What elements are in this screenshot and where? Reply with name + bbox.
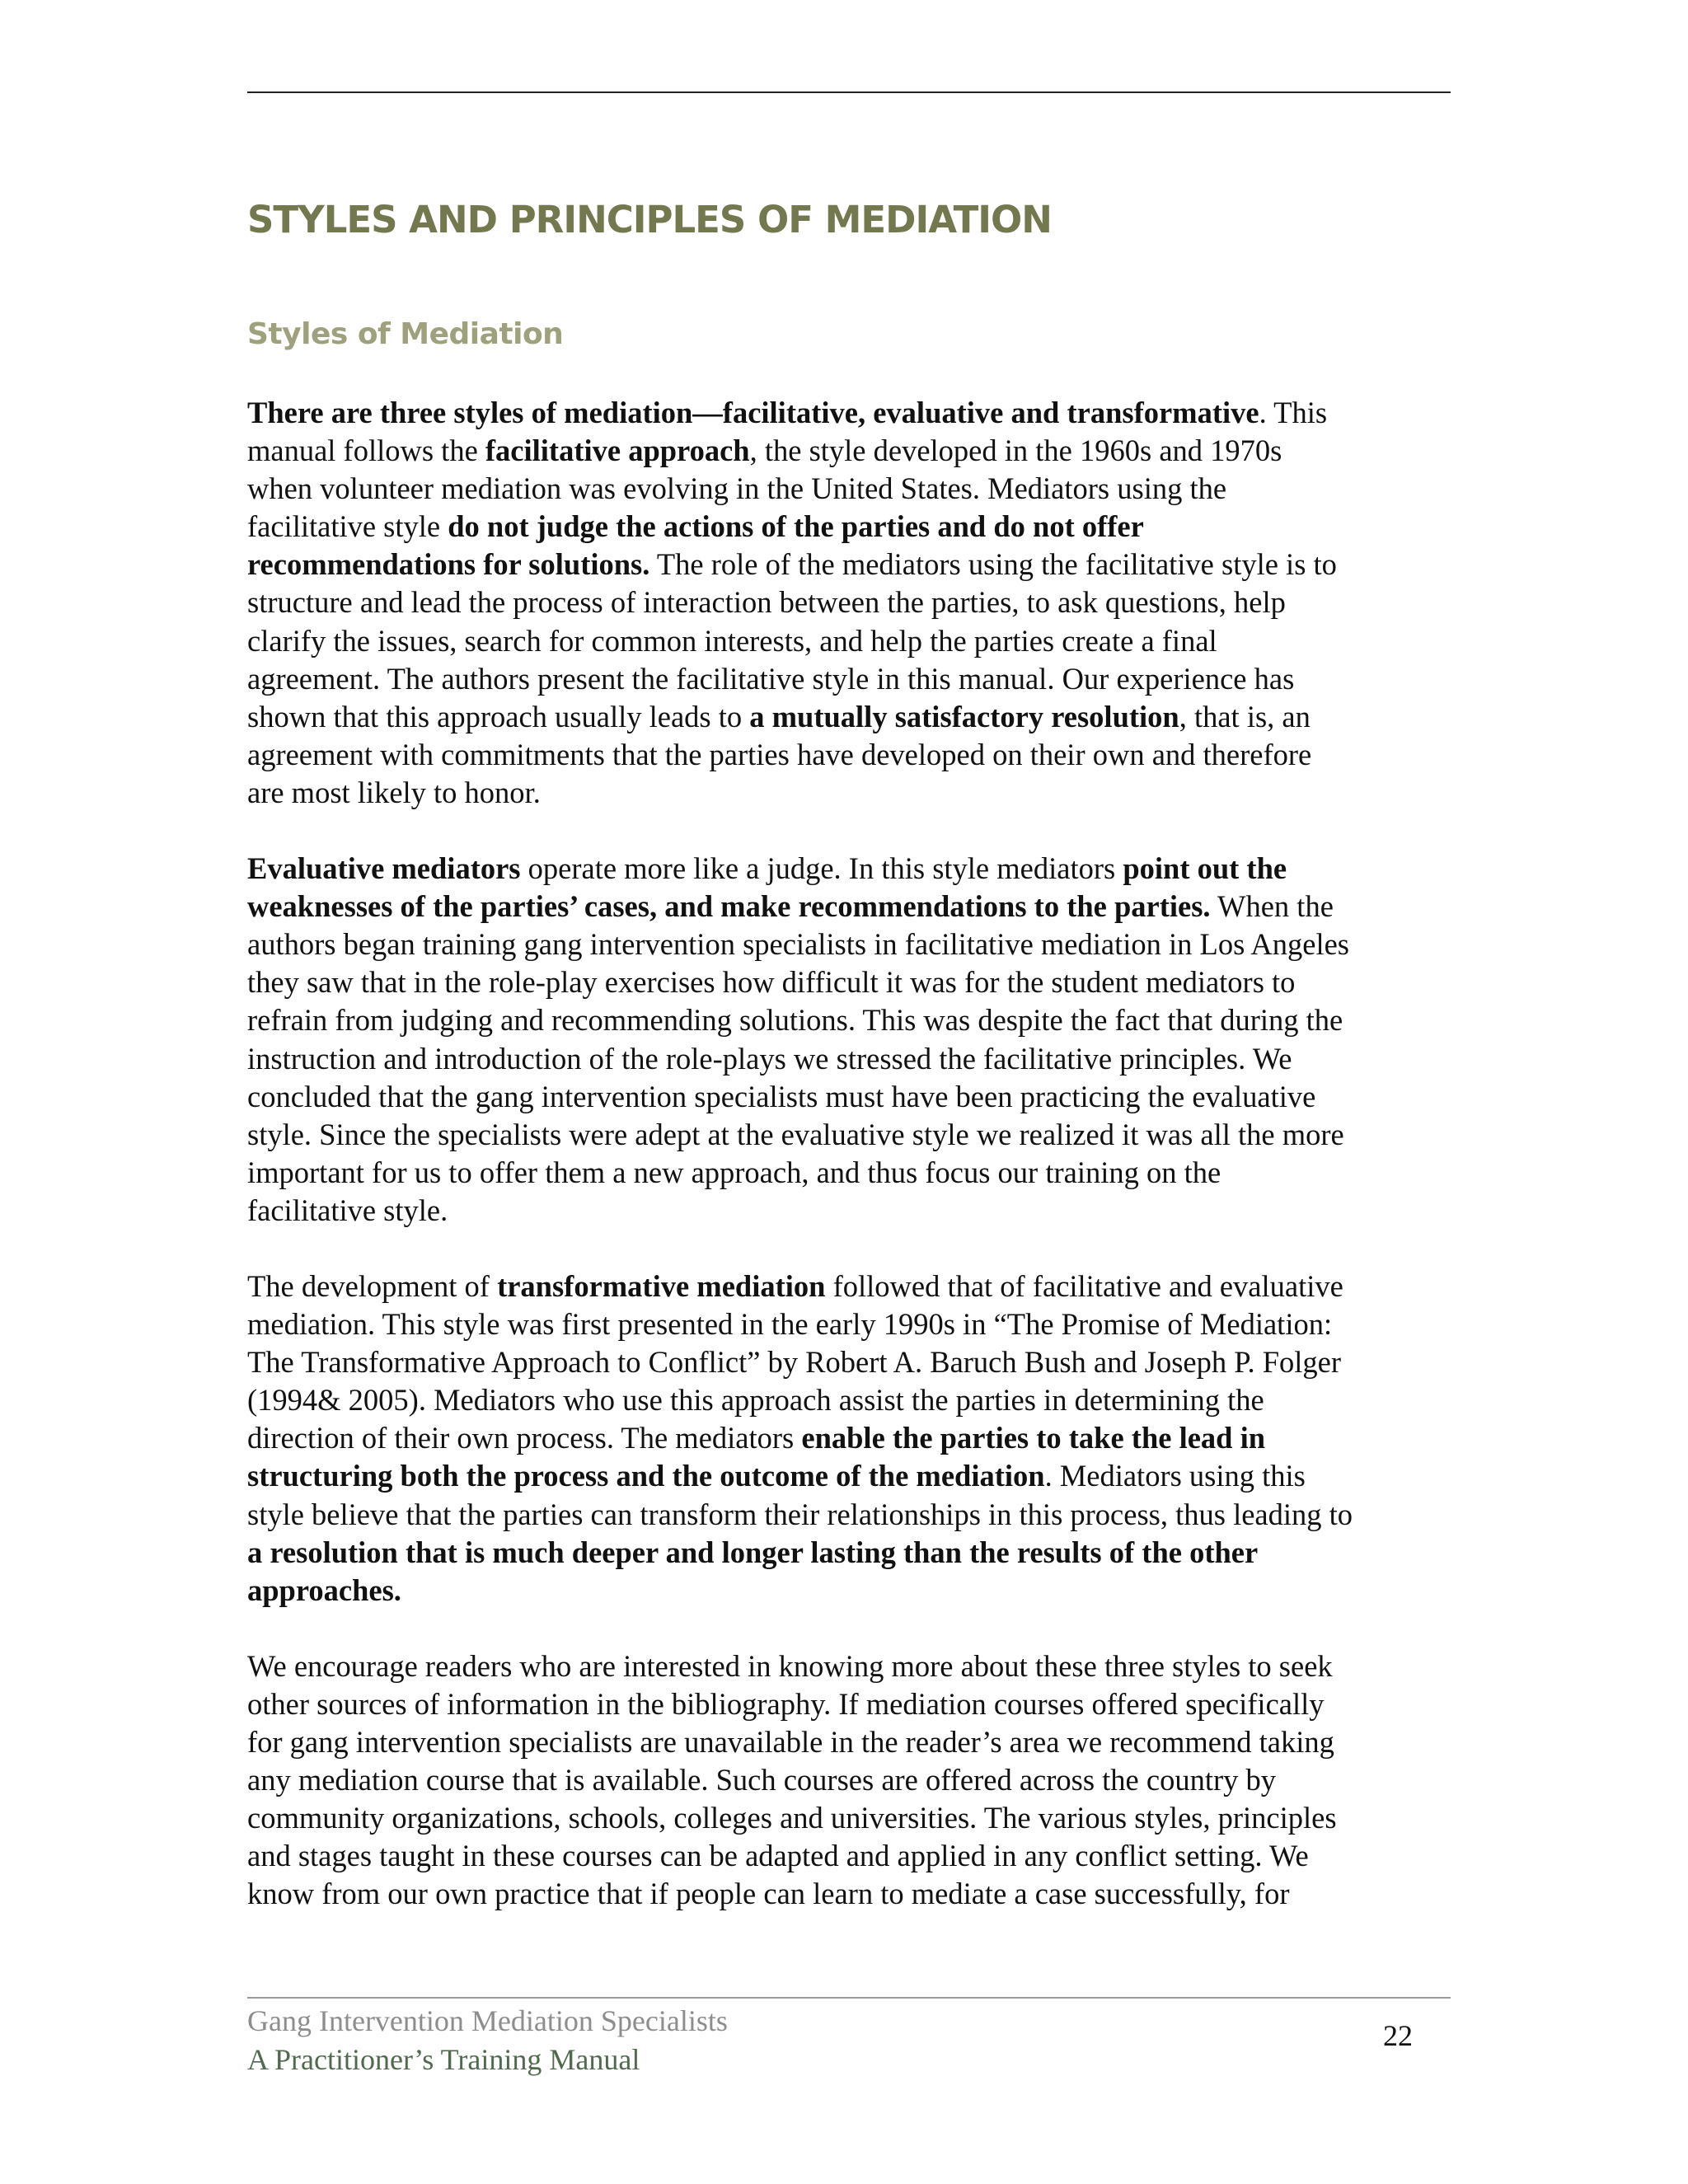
text-run: for gang intervention specialists are unavailable in the reader’s area we recommend taking — [247, 1725, 1334, 1759]
text-line — [247, 1496, 1459, 1534]
text-line — [247, 736, 1459, 774]
page-title: STYLES AND PRINCIPLES OF MEDIATION — [247, 198, 1052, 241]
bold-text: recommendations for solutions. — [247, 547, 650, 582]
text-run: any mediation course that is available. Such courses are offered across the country by — [247, 1763, 1277, 1797]
text-run: style believe that the parties can transform their relationships in this process, thus leading to — [247, 1497, 1353, 1531]
bold-text: a resolution that is much deeper and longer lasting than the results of the other — [247, 1535, 1259, 1569]
text-line — [247, 1001, 1459, 1039]
text-line — [247, 888, 1459, 926]
text-line — [247, 470, 1459, 508]
text-run: shown that this approach usually leads to — [247, 699, 750, 733]
text-run: are most likely to honor. — [247, 775, 541, 809]
text-line — [247, 850, 1459, 888]
text-run: (1994& 2005). Mediators who use this approach assist the parties in determining the — [247, 1383, 1264, 1418]
text-run: authors began training gang intervention specialists in facilitative mediation in Los Angeles — [247, 927, 1349, 962]
text-run: instruction and introduction of the role-plays we stressed the facilitative principles. We — [247, 1041, 1292, 1076]
text-line — [247, 1419, 1459, 1457]
text-run: community organizations, schools, colleges and universities. The various styles, principles — [247, 1801, 1337, 1835]
text-line — [247, 394, 1459, 432]
text-line — [247, 1875, 1459, 1913]
page-number: 22 — [1383, 2019, 1413, 2052]
header-rule — [247, 91, 1451, 93]
text-run: operate more like a judge. In this style mediators — [520, 851, 1123, 886]
section-heading: Styles of Mediation — [247, 317, 564, 351]
text-line — [247, 1799, 1459, 1837]
text-line — [247, 1268, 1459, 1305]
text-run: We encourage readers who are interested in knowing more about these three styles to seek — [247, 1648, 1333, 1683]
text-line — [247, 1154, 1459, 1192]
paragraph — [247, 394, 1459, 812]
text-run: followed that of facilitative and evaluative — [825, 1268, 1343, 1303]
text-run: and stages taught in these courses can be adapted and applied in any conflict setting. We — [247, 1839, 1309, 1873]
bold-text: enable the parties to take the lead in — [801, 1421, 1266, 1455]
bold-text: do not judge the actions of the parties and do not offer — [448, 509, 1144, 544]
text-run: The development of — [247, 1268, 498, 1303]
bold-text: approaches. — [247, 1572, 401, 1607]
text-run: concluded that the gang intervention specialists must have been practicing the evaluative — [247, 1079, 1316, 1113]
paragraph — [247, 1268, 1459, 1610]
text-run: other sources of information in the bibliography. If mediation courses offered specifically — [247, 1686, 1325, 1721]
text-line — [247, 963, 1459, 1001]
text-run: facilitative style — [247, 509, 448, 544]
text-run: , that is, an — [1179, 699, 1311, 733]
text-run: mediation. This style was first presented in the early 1990s in “The Promise of Mediation: — [247, 1307, 1333, 1342]
text-run: , the style developed in the 1960s and 1970s — [749, 434, 1282, 468]
text-run: . Mediators using this — [1044, 1459, 1306, 1493]
bold-text: weaknesses of the parties’ cases, and make recommendations to the parties. — [247, 889, 1211, 924]
text-run: agreement. The authors present the facilitative style in this manual. Our experience has — [247, 661, 1295, 696]
footer-rule — [247, 1997, 1451, 1999]
text-line — [247, 774, 1459, 812]
bold-text: structuring both the process and the outcome of the mediation — [247, 1459, 1045, 1493]
text-line — [247, 698, 1459, 736]
text-line — [247, 1040, 1459, 1078]
text-run: know from our own practice that if people can learn to mediate a case successfully, for — [247, 1877, 1290, 1911]
bold-text: Evaluative mediators — [247, 851, 521, 886]
text-line — [247, 583, 1459, 621]
text-line — [247, 1192, 1459, 1230]
text-run: structure and lead the process of interaction between the parties, to ask questions, help — [247, 585, 1286, 620]
text-line — [247, 1761, 1459, 1799]
text-run: manual follows the — [247, 434, 485, 468]
text-run: clarify the issues, search for common interests, and help the parties create a final — [247, 623, 1217, 658]
paragraph — [247, 1647, 1459, 1914]
text-run: direction of their own process. The mediators — [247, 1421, 802, 1455]
text-run: The role of the mediators using the facilitative style is to — [649, 547, 1337, 582]
text-line — [247, 432, 1459, 470]
text-line — [247, 1534, 1459, 1572]
body-text — [247, 394, 1459, 1951]
text-line — [247, 1723, 1459, 1761]
text-line — [247, 926, 1459, 963]
text-run: when volunteer mediation was evolving in the United States. Mediators using the — [247, 471, 1227, 506]
paragraph — [247, 850, 1459, 1230]
footer-title-line1: Gang Intervention Mediation Specialists — [247, 2004, 728, 2037]
bold-text: transformative mediation — [497, 1268, 826, 1303]
bold-text: There are three styles of mediation—facilitative, evaluative and transformative — [247, 396, 1259, 429]
text-run: The Transformative Approach to Conflict” by Robert A. Baruch Bush and Joseph P. Folger — [247, 1345, 1342, 1380]
bold-text: a mutually satisfactory resolution — [749, 699, 1179, 733]
text-line — [247, 1685, 1459, 1723]
bold-text: facilitative approach — [485, 434, 750, 468]
text-run: they saw that in the role-play exercises how difficult it was for the student mediators to — [247, 965, 1296, 1000]
text-line — [247, 622, 1459, 660]
text-line — [247, 1305, 1459, 1343]
text-line — [247, 1647, 1459, 1685]
text-run: agreement with commitments that the parties have developed on their own and therefore — [247, 737, 1312, 771]
text-line — [247, 1381, 1459, 1419]
text-run: . This — [1259, 396, 1328, 429]
text-run: When the — [1210, 889, 1334, 924]
footer-title-line2: A Practitioner’s Training Manual — [247, 2043, 640, 2076]
text-run: important for us to offer them a new approach, and thus focus our training on the — [247, 1155, 1221, 1189]
text-line — [247, 508, 1459, 546]
bold-text: point out the — [1123, 851, 1287, 886]
text-line — [247, 546, 1459, 583]
text-line — [247, 1837, 1459, 1875]
text-line — [247, 660, 1459, 698]
text-line — [247, 1572, 1459, 1610]
text-line — [247, 1343, 1459, 1381]
text-line — [247, 1078, 1459, 1116]
text-line — [247, 1116, 1459, 1154]
text-run: style. Since the specialists were adept at the evaluative style we realized it was all the more — [247, 1117, 1344, 1151]
text-run: refrain from judging and recommending solutions. This was despite the fact that during the — [247, 1003, 1343, 1038]
text-run: facilitative style. — [247, 1193, 448, 1227]
text-line — [247, 1457, 1459, 1495]
